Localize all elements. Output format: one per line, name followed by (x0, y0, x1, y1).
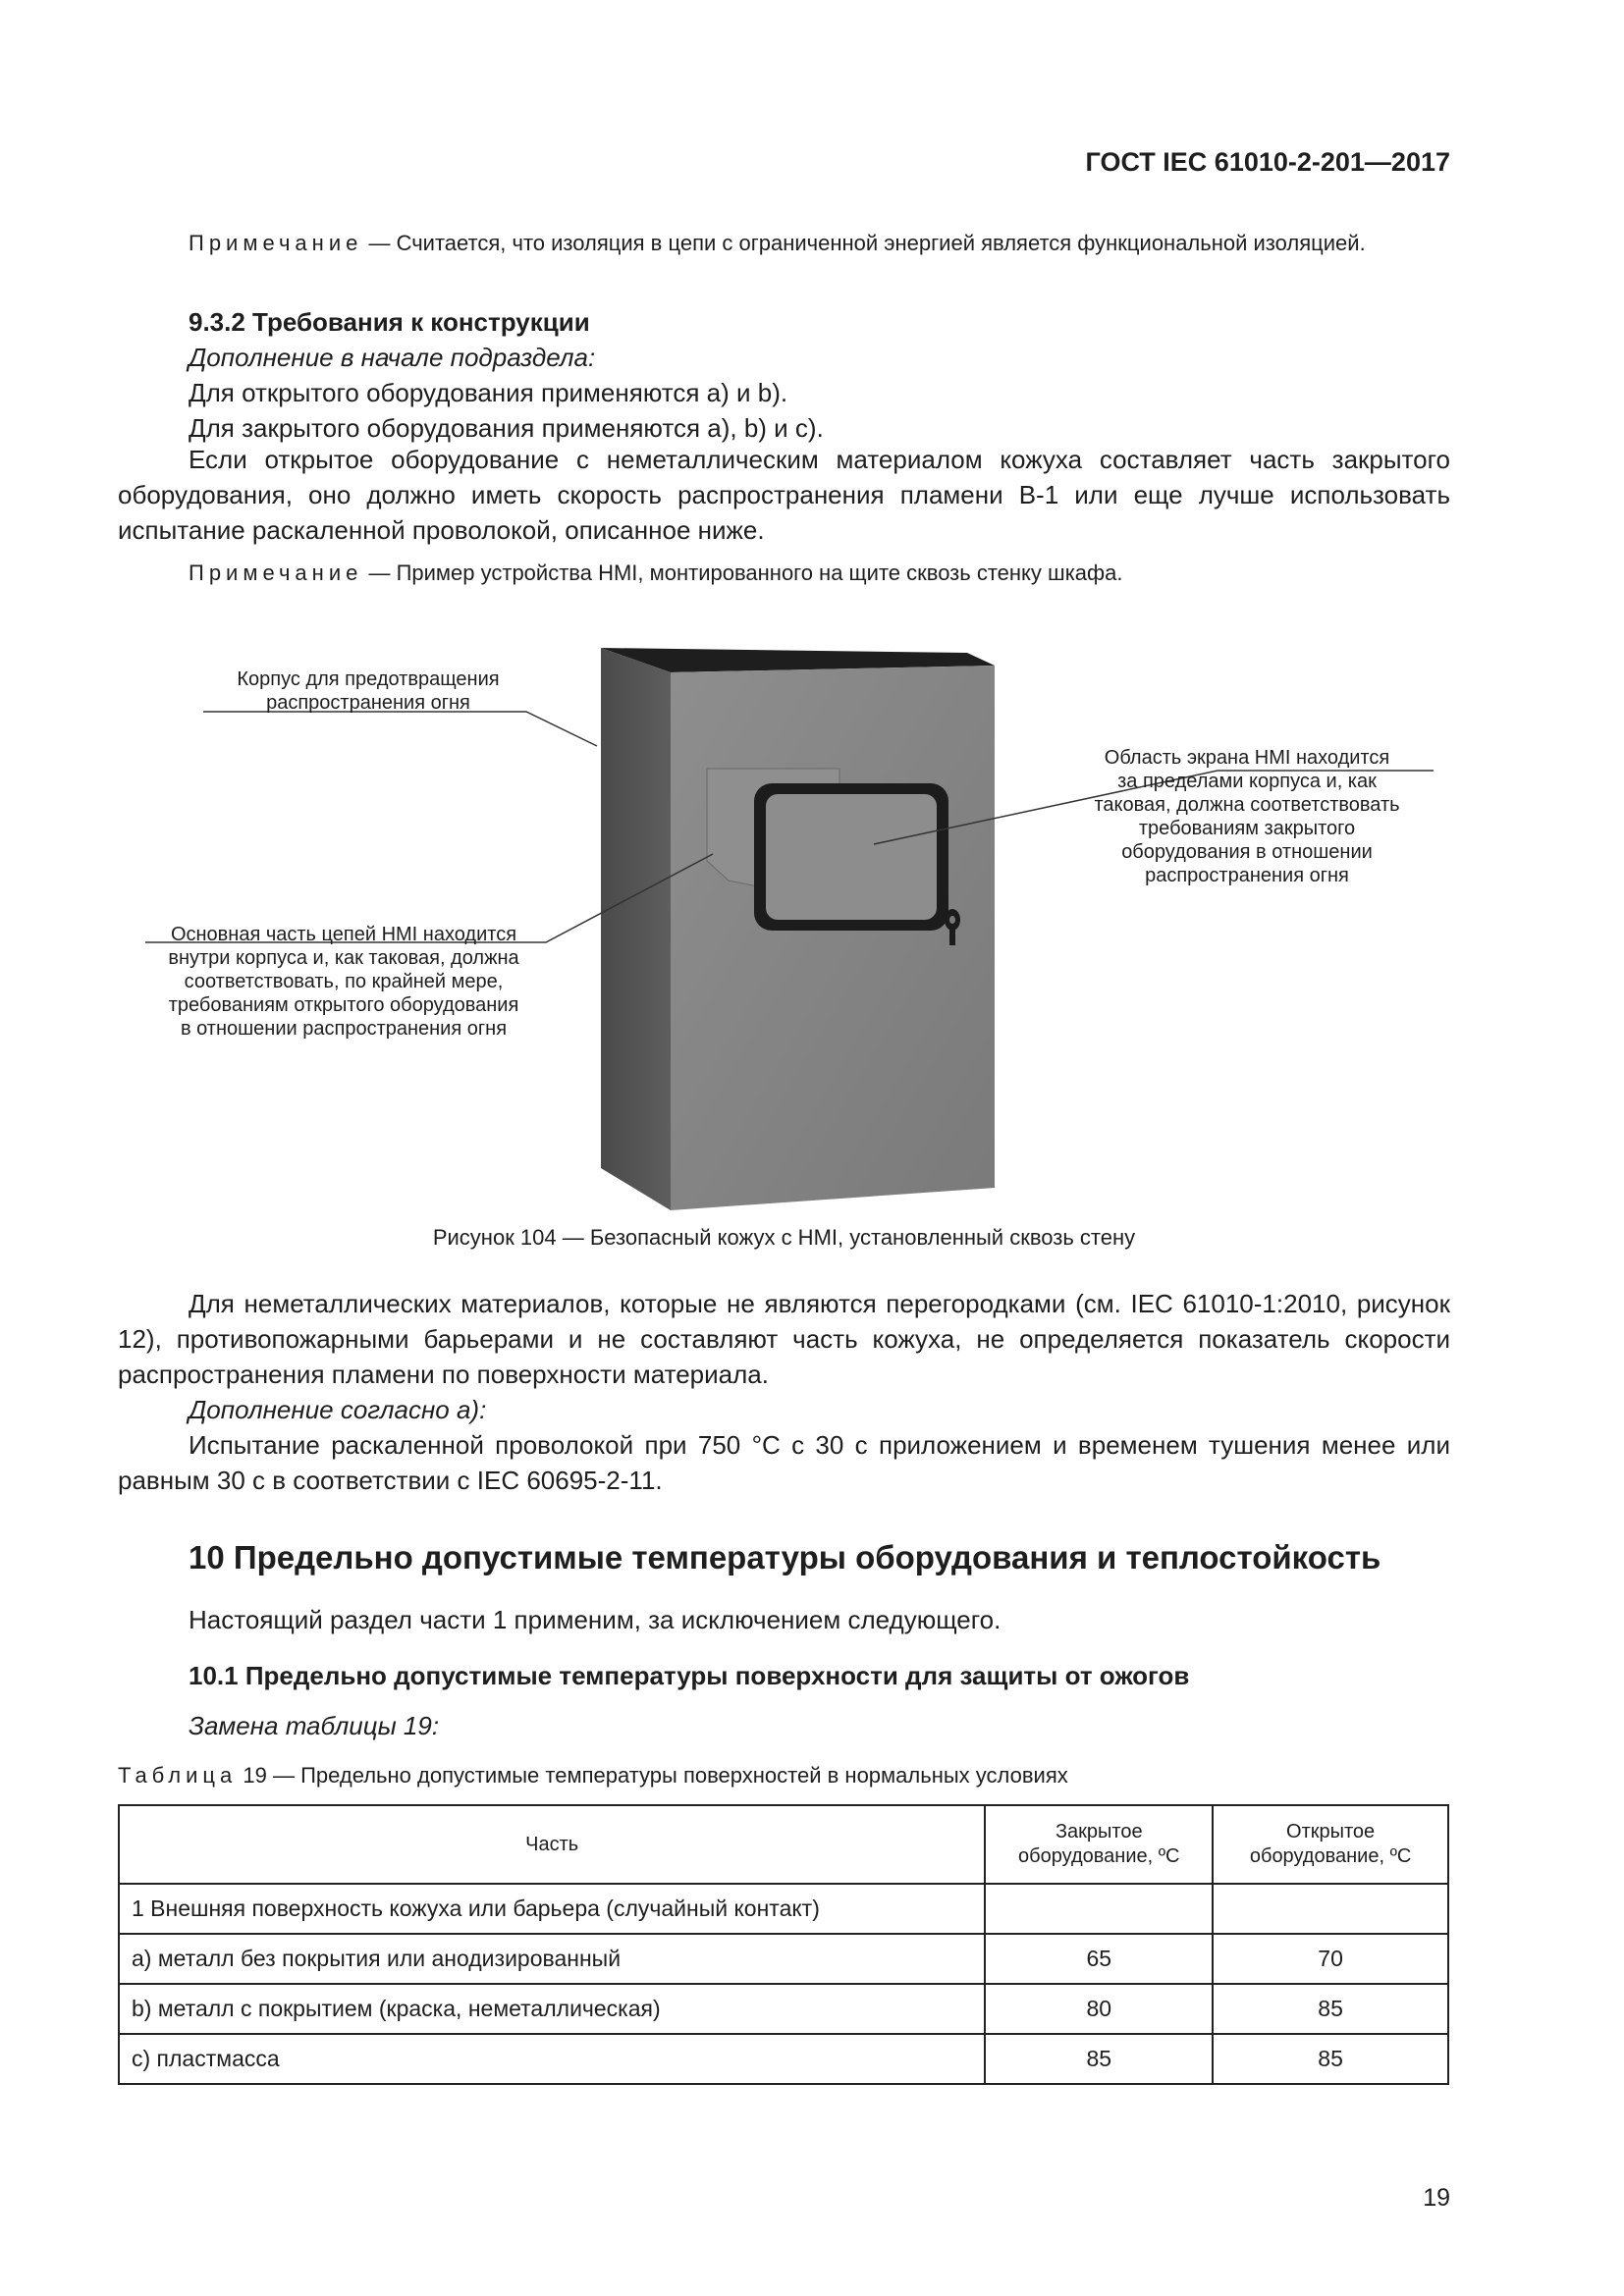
figure-caption: Рисунок 104 — Безопасный кожух с HMI, установленный сквозь стену (432, 1225, 1136, 1250)
table-cell: 85 (985, 2034, 1213, 2084)
cabinet-side-face (601, 648, 671, 1210)
page-number: 19 (1423, 2184, 1450, 2212)
table-cell: a) металл без покрытия или анодизированный (119, 1934, 985, 1984)
table-header-part: Часть (119, 1805, 985, 1884)
table-cell: 70 (1213, 1934, 1448, 1984)
table-cell: 1 Внешняя поверхность кожуха или барьера (случайный контакт) (119, 1884, 985, 1934)
section-10-1-title: 10.1 Предельно допустимые температуры поверхности для защиты от ожогов (189, 1661, 1190, 1690)
paragraph-nonmetallic: Для неметаллических материалов, которые не являются перегородками (см. IEC 61010-1:2010, рисунок 12), противопожарными барьерами и не составляют часть кожуха, не определяется показатель скорости распространения пламени по поверхности материала. (118, 1289, 1450, 1389)
note-2 (118, 556, 1450, 591)
callout-circuits: Основная часть цепей HMI находится внутри корпуса и, как таковая, должна соответствовать, по крайней мере, требованиям открытого оборудования в отношении распространения огня (168, 924, 519, 1040)
callout-enclosure: Корпус для предотвращения распространения огня (237, 668, 500, 714)
table-header-open: Открытое оборудование, ºC (1213, 1805, 1448, 1884)
document-header: ГОСТ IEC 61010-2-201—2017 (1085, 147, 1450, 177)
table-caption-text: 19 — Предельно допустимые температуры поверхностей в нормальных условиях (237, 1763, 1068, 1788)
table-row (119, 1984, 1448, 2034)
section-9-3-2-title: 9.3.2 Требования к конструкции (189, 307, 590, 337)
section-9-3-2-line-2: Для закрытого оборудования применяются a), b) и c). (189, 413, 824, 443)
table-cell: 80 (985, 1984, 1213, 2034)
table-row (119, 1934, 1448, 1984)
addition-a: Дополнение согласно a): (189, 1395, 487, 1424)
hmi-screen (766, 794, 937, 920)
note-2-label: Примечание (189, 561, 363, 585)
section-10-title: 10 Предельно допустимые температуры оборудования и теплостойкость (189, 1539, 1381, 1575)
cabinet-front-face (671, 666, 995, 1210)
section-10-intro: Настоящий раздел части 1 применим, за исключением следующего. (189, 1605, 1001, 1634)
paragraph-glow-wire: Испытание раскаленной проволокой при 750 °С с 30 с приложением и временем тушения менее или равным 30 с в соответствии с IEC 60695-2-11. (118, 1430, 1450, 1495)
table-caption (118, 1763, 1068, 1789)
section-9-3-2-paragraph: Если открытое оборудование с неметаллическим материалом кожуха составляет часть закрытого оборудования, оно должно иметь скорость распространения пламени В-1 или еще лучше использовать испытание раскаленной проволокой, описанное ниже. (118, 445, 1450, 545)
table-header-closed: Закрытое оборудование, ºC (985, 1805, 1213, 1884)
table-cell (985, 1884, 1213, 1934)
temperature-limits-table (118, 1804, 1449, 2085)
note-1 (118, 226, 1450, 261)
table-replacement-note: Замена таблицы 19: (189, 1711, 440, 1740)
table-row (119, 2034, 1448, 2084)
note-1-label: Примечание (189, 231, 363, 255)
table-cell (1213, 1884, 1448, 1934)
section-9-3-2-line-1: Для открытого оборудования применяются a) и b). (189, 378, 788, 407)
note-2-text: — Пример устройства HMI, монтированного на щите сквозь стенку шкафа. (362, 561, 1123, 585)
table-cell: 85 (1213, 2034, 1448, 2084)
callout-screen-area: Область экрана HMI находится за пределами корпуса и, как таковая, должна соответствовать требованиям закрытого оборудования в отношении распространения огня (1094, 747, 1400, 886)
table-caption-label: Таблица (118, 1763, 238, 1788)
section-9-3-2-addition: Дополнение в начале подраздела: (189, 343, 596, 372)
table-cell: 85 (1213, 1984, 1448, 2034)
leader-enclosure (203, 712, 597, 746)
table-header-row (119, 1805, 1448, 1884)
table-cell: 65 (985, 1934, 1213, 1984)
table-cell: b) металл с покрытием (краска, неметаллическая) (119, 1984, 985, 2034)
table-cell: c) пластмасса (119, 2034, 985, 2084)
table-row (119, 1884, 1448, 1934)
note-1-text: — Считается, что изоляция в цепи с ограниченной энергией является функциональной изоляцией. (362, 231, 1366, 255)
